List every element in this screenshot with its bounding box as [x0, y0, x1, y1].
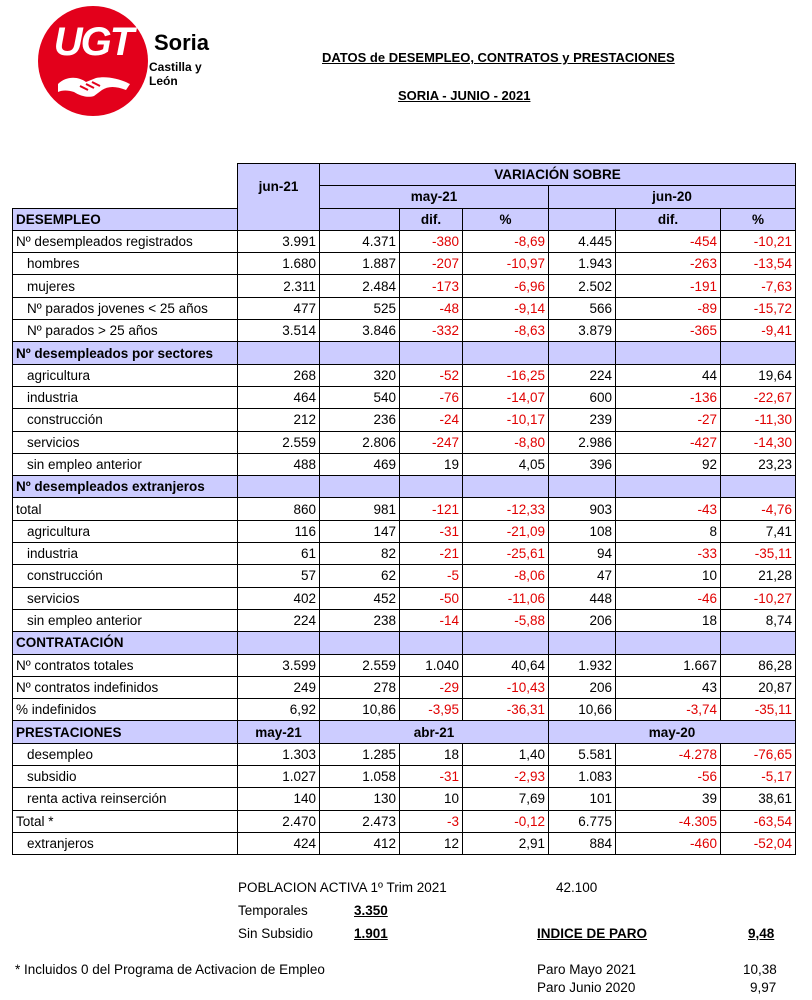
prev-month-pct: -16,25: [463, 364, 549, 386]
prev-month-value: 1.285: [320, 743, 400, 765]
prev-month-value: 2.559: [320, 654, 400, 676]
prev-month-value: 452: [320, 587, 400, 609]
prev-month-value: 2.473: [320, 810, 400, 832]
prev-year-value: 4.445: [549, 230, 616, 252]
current-value: 1.680: [238, 253, 320, 275]
prest-col-prev-month: abr-21: [320, 721, 549, 743]
temporales-label: Temporales: [238, 903, 308, 918]
section-row-prestaciones: [13, 721, 796, 743]
row-label: extranjeros: [13, 832, 238, 854]
prev-year-value: 3.879: [549, 320, 616, 342]
section-sectores: Nº desempleados por sectores: [13, 342, 238, 364]
table-row: [13, 699, 796, 721]
prev-month-pct: -9,14: [463, 297, 549, 319]
current-value: 488: [238, 453, 320, 475]
prev-year-dif: -136: [616, 386, 721, 408]
dif-label: dif.: [616, 208, 721, 230]
table-row: [13, 766, 796, 788]
current-value: 424: [238, 832, 320, 854]
prev-year-pct: -15,72: [721, 297, 796, 319]
handshake-icon: [56, 70, 132, 100]
row-label: total: [13, 498, 238, 520]
prev-month-value: 412: [320, 832, 400, 854]
prev-month-dif: -332: [400, 320, 463, 342]
prev-year-pct: -22,67: [721, 386, 796, 408]
table-row: [13, 587, 796, 609]
table-row: [13, 832, 796, 854]
prev-year-dif: 44: [616, 364, 721, 386]
prev-year-pct: -11,30: [721, 409, 796, 431]
table-row: [13, 520, 796, 542]
prev-month-pct: -10,17: [463, 409, 549, 431]
current-value: 268: [238, 364, 320, 386]
prev-year-value: 600: [549, 386, 616, 408]
prev-year-pct: 86,28: [721, 654, 796, 676]
prev-month-dif: 18: [400, 743, 463, 765]
prev-month-dif: -29: [400, 676, 463, 698]
table-row: [13, 386, 796, 408]
current-value: 477: [238, 297, 320, 319]
prev-month-pct: -8,63: [463, 320, 549, 342]
paro-mayo-label: Paro Mayo 2021: [537, 962, 637, 977]
prev-year-value: 903: [549, 498, 616, 520]
prev-year-dif: -365: [616, 320, 721, 342]
prev-month-pct: -11,06: [463, 587, 549, 609]
poblacion-value: 42.100: [556, 880, 598, 895]
prev-month-dif: -52: [400, 364, 463, 386]
col-prev-year: jun-20: [549, 186, 796, 208]
prev-year-pct: 19,64: [721, 364, 796, 386]
table-row: [13, 565, 796, 587]
row-label: % indefinidos: [13, 699, 238, 721]
prev-month-value: 236: [320, 409, 400, 431]
prev-year-pct: 21,28: [721, 565, 796, 587]
current-value: 464: [238, 386, 320, 408]
prev-month-dif: 1.040: [400, 654, 463, 676]
report-subtitle: SORIA - JUNIO - 2021: [398, 88, 531, 103]
prev-month-value: 320: [320, 364, 400, 386]
current-value: 860: [238, 498, 320, 520]
pct-label: %: [721, 208, 796, 230]
prev-year-dif: -89: [616, 297, 721, 319]
poblacion-label: POBLACION ACTIVA 1º Trim 2021: [238, 880, 447, 895]
prev-month-pct: -0,12: [463, 810, 549, 832]
current-value: 3.991: [238, 230, 320, 252]
prev-year-dif: -56: [616, 766, 721, 788]
prev-year-value: 206: [549, 676, 616, 698]
table-row: [13, 498, 796, 520]
prev-month-dif: -3: [400, 810, 463, 832]
row-label: construcción: [13, 565, 238, 587]
row-label: sin empleo anterior: [13, 609, 238, 631]
prev-month-pct: 1,40: [463, 743, 549, 765]
indice-paro-value: 9,48: [748, 926, 775, 941]
row-label: Nº desempleados registrados: [13, 230, 238, 252]
prev-year-pct: -7,63: [721, 275, 796, 297]
prev-year-value: 2.986: [549, 431, 616, 453]
prev-year-value: 2.502: [549, 275, 616, 297]
row-label: construcción: [13, 409, 238, 431]
prest-col-prev-year: may-20: [549, 721, 796, 743]
prev-year-value: 5.581: [549, 743, 616, 765]
prev-year-dif: 1.667: [616, 654, 721, 676]
prev-month-value: 525: [320, 297, 400, 319]
prev-year-value: 206: [549, 609, 616, 631]
prev-month-dif: -380: [400, 230, 463, 252]
prev-year-pct: 7,41: [721, 520, 796, 542]
prev-year-dif: 43: [616, 676, 721, 698]
prev-month-value: 147: [320, 520, 400, 542]
paro-junio-label: Paro Junio 2020: [537, 980, 636, 995]
section-row-extranjeros: [13, 476, 796, 498]
current-value: 224: [238, 609, 320, 631]
prev-month-value: 469: [320, 453, 400, 475]
report-title: DATOS de DESEMPLEO, CONTRATOS y PRESTACIONES: [322, 50, 675, 65]
sin-subsidio-label: Sin Subsidio: [238, 926, 314, 941]
prev-month-dif: -31: [400, 520, 463, 542]
prev-year-pct: -10,27: [721, 587, 796, 609]
section-row-desempleo: [13, 208, 796, 230]
section-extranjeros: Nº desempleados extranjeros: [13, 476, 238, 498]
prev-year-dif: -263: [616, 253, 721, 275]
prev-month-pct: -8,80: [463, 431, 549, 453]
table-row: [13, 297, 796, 319]
prev-year-dif: -3,74: [616, 699, 721, 721]
prev-year-value: 566: [549, 297, 616, 319]
table-row: [13, 431, 796, 453]
prev-month-value: 1.058: [320, 766, 400, 788]
prev-year-pct: 38,61: [721, 788, 796, 810]
prev-month-value: 82: [320, 543, 400, 565]
row-label: renta activa reinserción: [13, 788, 238, 810]
prev-month-value: 130: [320, 788, 400, 810]
prev-year-value: 448: [549, 587, 616, 609]
prev-year-pct: -5,17: [721, 766, 796, 788]
row-label: Nº parados jovenes < 25 años: [13, 297, 238, 319]
prev-month-pct: -14,07: [463, 386, 549, 408]
table-row: [13, 253, 796, 275]
prev-month-dif: -121: [400, 498, 463, 520]
table-row: [13, 810, 796, 832]
section-prestaciones: PRESTACIONES: [13, 721, 238, 743]
prev-year-pct: 20,87: [721, 676, 796, 698]
prev-year-dif: -33: [616, 543, 721, 565]
prev-month-dif: 12: [400, 832, 463, 854]
prev-year-dif: 18: [616, 609, 721, 631]
prev-month-pct: 2,91: [463, 832, 549, 854]
prev-month-dif: -31: [400, 766, 463, 788]
paro-mayo-value: 10,38: [743, 962, 777, 977]
prev-year-pct: -14,30: [721, 431, 796, 453]
current-value: 3.599: [238, 654, 320, 676]
prev-month-value: 3.846: [320, 320, 400, 342]
row-label: servicios: [13, 431, 238, 453]
col-prev-month: may-21: [320, 186, 549, 208]
sin-subsidio-value: 1.901: [354, 926, 388, 941]
table-row: [13, 788, 796, 810]
temporales-value: 3.350: [354, 903, 388, 918]
prev-year-pct: 23,23: [721, 453, 796, 475]
prev-month-pct: -6,96: [463, 275, 549, 297]
prev-month-value: 62: [320, 565, 400, 587]
prev-year-value: 239: [549, 409, 616, 431]
current-value: 212: [238, 409, 320, 431]
dif-label: dif.: [400, 208, 463, 230]
prev-month-pct: -10,97: [463, 253, 549, 275]
section-row-sectores: [13, 342, 796, 364]
logo-region: Soria: [154, 30, 210, 55]
prev-year-value: 108: [549, 520, 616, 542]
row-label: mujeres: [13, 275, 238, 297]
current-value: 2.559: [238, 431, 320, 453]
prev-year-pct: -76,65: [721, 743, 796, 765]
prev-month-value: 1.887: [320, 253, 400, 275]
prev-month-value: 540: [320, 386, 400, 408]
col-current: jun-21: [238, 164, 320, 209]
prev-month-pct: -10,43: [463, 676, 549, 698]
current-value: 3.514: [238, 320, 320, 342]
table-row: [13, 743, 796, 765]
prev-month-pct: -2,93: [463, 766, 549, 788]
logo-subregion: Castilla y León: [149, 60, 202, 88]
ugt-logo: [38, 6, 218, 118]
prev-month-dif: -21: [400, 543, 463, 565]
prev-month-value: 10,86: [320, 699, 400, 721]
current-value: 57: [238, 565, 320, 587]
section-contratacion: CONTRATACIÓN: [13, 632, 238, 654]
prev-year-dif: -191: [616, 275, 721, 297]
prev-year-value: 1.943: [549, 253, 616, 275]
table-row: [13, 654, 796, 676]
table-row: [13, 609, 796, 631]
prev-month-dif: -14: [400, 609, 463, 631]
row-label: hombres: [13, 253, 238, 275]
prev-month-dif: -50: [400, 587, 463, 609]
current-value: 1.027: [238, 766, 320, 788]
row-label: agricultura: [13, 520, 238, 542]
row-label: servicios: [13, 587, 238, 609]
prev-year-dif: -4.278: [616, 743, 721, 765]
table-row: [13, 364, 796, 386]
prev-month-pct: -36,31: [463, 699, 549, 721]
prev-month-dif: -48: [400, 297, 463, 319]
table-row: [13, 453, 796, 475]
prev-year-pct: -9,41: [721, 320, 796, 342]
row-label: desempleo: [13, 743, 238, 765]
prev-year-value: 47: [549, 565, 616, 587]
prev-month-dif: -207: [400, 253, 463, 275]
prev-year-pct: -4,76: [721, 498, 796, 520]
table-row: [13, 676, 796, 698]
data-table: [12, 163, 796, 855]
prev-year-value: 6.775: [549, 810, 616, 832]
prev-month-pct: -8,69: [463, 230, 549, 252]
current-value: 140: [238, 788, 320, 810]
prev-month-pct: 7,69: [463, 788, 549, 810]
current-value: 6,92: [238, 699, 320, 721]
prev-year-pct: 8,74: [721, 609, 796, 631]
paro-junio-value: 9,97: [750, 980, 777, 995]
row-label: subsidio: [13, 766, 238, 788]
current-value: 1.303: [238, 743, 320, 765]
prev-month-pct: 4,05: [463, 453, 549, 475]
prev-year-pct: -52,04: [721, 832, 796, 854]
prev-month-pct: -5,88: [463, 609, 549, 631]
prev-month-pct: -8,06: [463, 565, 549, 587]
current-value: 402: [238, 587, 320, 609]
prev-year-dif: -454: [616, 230, 721, 252]
prev-year-dif: -27: [616, 409, 721, 431]
current-value: 116: [238, 520, 320, 542]
prev-month-value: 278: [320, 676, 400, 698]
current-value: 61: [238, 543, 320, 565]
prev-month-value: 4.371: [320, 230, 400, 252]
row-label: Nº contratos indefinidos: [13, 676, 238, 698]
prev-month-value: 238: [320, 609, 400, 631]
prev-year-value: 101: [549, 788, 616, 810]
row-label: industria: [13, 386, 238, 408]
row-label: Total *: [13, 810, 238, 832]
prev-month-pct: -12,33: [463, 498, 549, 520]
prev-year-pct: -35,11: [721, 699, 796, 721]
logo-mark: UGT: [53, 20, 133, 64]
row-label: sin empleo anterior: [13, 453, 238, 475]
footnote: * Incluidos 0 del Programa de Activacion de Empleo: [15, 962, 325, 977]
section-row-contratacion: [13, 632, 796, 654]
prev-year-value: 884: [549, 832, 616, 854]
indice-paro-label: INDICE DE PARO: [537, 926, 648, 941]
prest-col-current: may-21: [238, 721, 320, 743]
prev-year-value: 1.083: [549, 766, 616, 788]
prev-year-dif: -43: [616, 498, 721, 520]
prev-year-pct: -63,54: [721, 810, 796, 832]
prev-year-value: 396: [549, 453, 616, 475]
section-desempleo: DESEMPLEO: [13, 208, 238, 230]
table-row: [13, 320, 796, 342]
prev-year-dif: 10: [616, 565, 721, 587]
variacion-header: VARIACIÓN SOBRE: [320, 164, 796, 186]
prev-year-value: 1.932: [549, 654, 616, 676]
prev-month-dif: -247: [400, 431, 463, 453]
current-value: 2.470: [238, 810, 320, 832]
current-value: 2.311: [238, 275, 320, 297]
prev-year-dif: 8: [616, 520, 721, 542]
header-row-2: [13, 186, 796, 208]
prev-year-dif: -460: [616, 832, 721, 854]
pct-label: %: [463, 208, 549, 230]
prev-year-value: 94: [549, 543, 616, 565]
prev-month-dif: -3,95: [400, 699, 463, 721]
prev-month-dif: -173: [400, 275, 463, 297]
row-label: agricultura: [13, 364, 238, 386]
prev-year-pct: -10,21: [721, 230, 796, 252]
prev-year-value: 10,66: [549, 699, 616, 721]
prev-month-value: 2.484: [320, 275, 400, 297]
prev-year-dif: 92: [616, 453, 721, 475]
row-label: industria: [13, 543, 238, 565]
prev-month-dif: 19: [400, 453, 463, 475]
prev-month-pct: 40,64: [463, 654, 549, 676]
prev-month-dif: -5: [400, 565, 463, 587]
prev-month-value: 981: [320, 498, 400, 520]
prev-year-pct: -13,54: [721, 253, 796, 275]
table-row: [13, 409, 796, 431]
prev-year-dif: -427: [616, 431, 721, 453]
table-row: [13, 230, 796, 252]
row-label: Nº contratos totales: [13, 654, 238, 676]
prev-month-value: 2.806: [320, 431, 400, 453]
prev-month-dif: -24: [400, 409, 463, 431]
prev-year-value: 224: [549, 364, 616, 386]
prev-month-dif: 10: [400, 788, 463, 810]
prev-month-pct: -25,61: [463, 543, 549, 565]
prev-year-dif: 39: [616, 788, 721, 810]
table-row: [13, 275, 796, 297]
prev-year-dif: -4.305: [616, 810, 721, 832]
prev-month-pct: -21,09: [463, 520, 549, 542]
prev-year-dif: -46: [616, 587, 721, 609]
prev-month-dif: -76: [400, 386, 463, 408]
table-row: [13, 543, 796, 565]
current-value: 249: [238, 676, 320, 698]
header-row-1: [13, 164, 796, 186]
row-label: Nº parados > 25 años: [13, 320, 238, 342]
prev-year-pct: -35,11: [721, 543, 796, 565]
